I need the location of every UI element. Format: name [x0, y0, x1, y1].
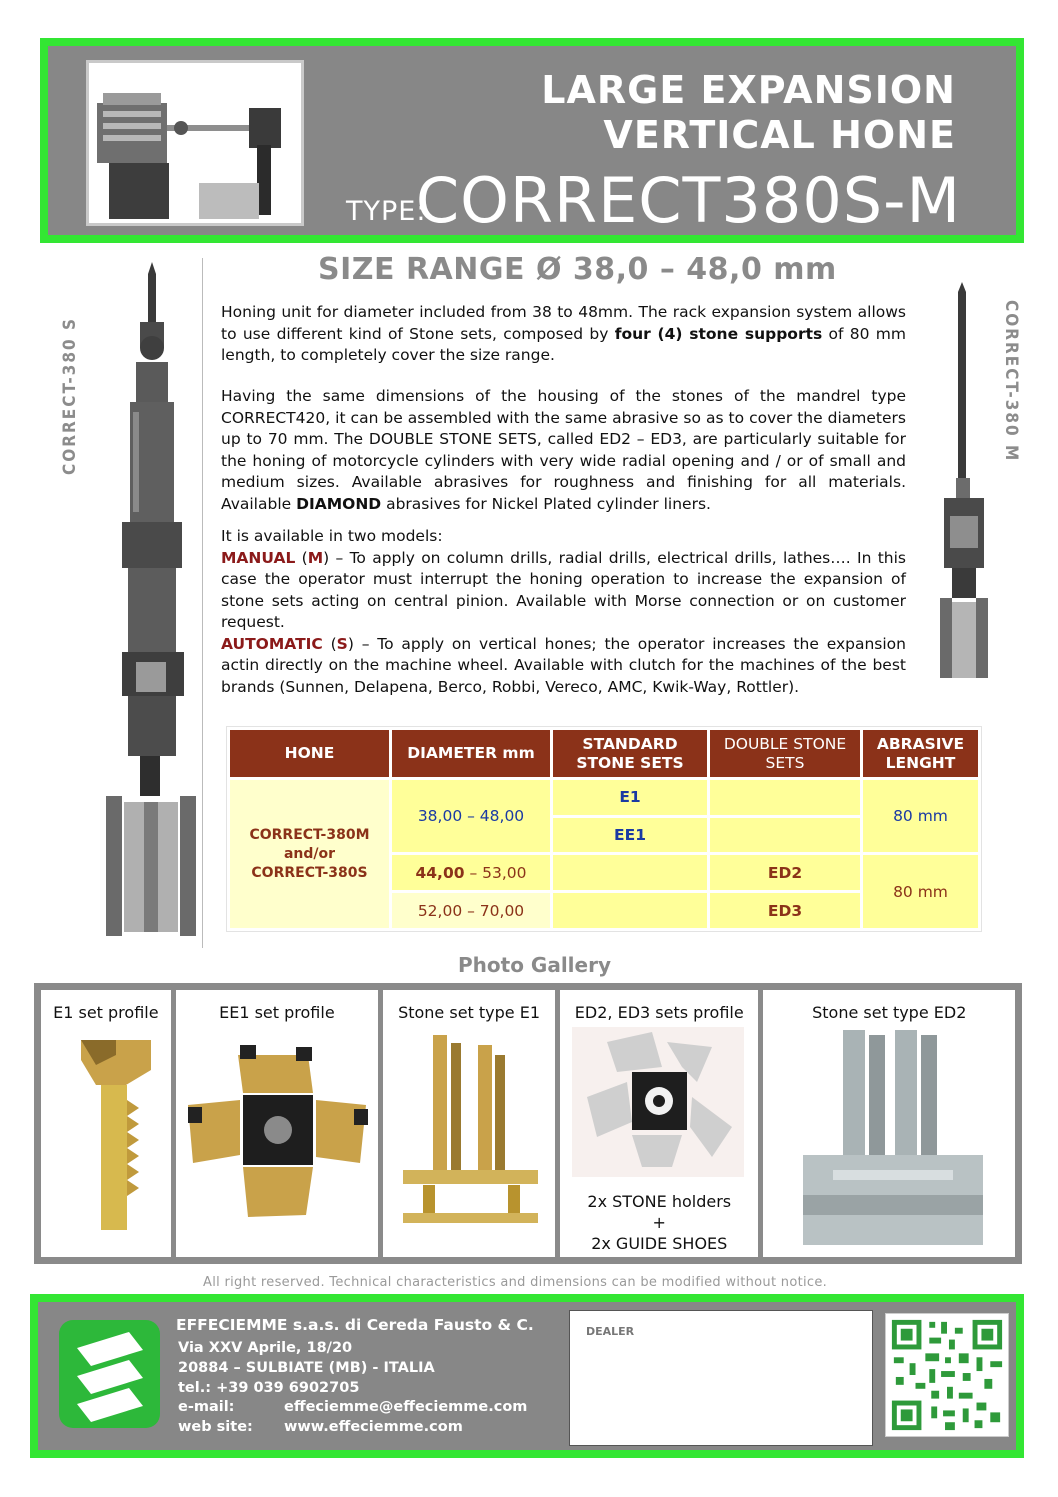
type-value: CORRECT380S-M — [415, 164, 961, 237]
hone-model-380m: CORRECT-380M — [249, 826, 370, 843]
dealer-box — [569, 1310, 873, 1446]
guide-shoes-note: 2x GUIDE SHOES — [591, 1234, 728, 1253]
footer-banner — [30, 1294, 1024, 1458]
correct-380m-tool-image — [930, 282, 998, 682]
gallery-caption: E1 set profile — [53, 1003, 159, 1022]
diameter-range-3: 52,00 – 70,00 — [392, 893, 550, 928]
gallery-item-ed2-ed3-profile — [560, 990, 758, 1257]
header-hone: HONE — [230, 730, 389, 777]
gallery-item-ed2-stone-set — [763, 990, 1015, 1257]
header-standard-stone-sets: STANDARD STONE SETS — [553, 730, 707, 777]
email-label: e-mail: — [178, 1399, 235, 1415]
gallery-caption: EE1 set profile — [219, 1003, 335, 1022]
table-row — [230, 780, 978, 815]
hone-models-cell — [230, 780, 389, 928]
abrasive-length-1: 80 mm — [863, 780, 978, 852]
para2-text-b: DIAMOND — [296, 494, 382, 513]
gallery-caption: Stone set type ED2 — [812, 1003, 967, 1022]
ed2-stone-set-image — [803, 1030, 983, 1250]
diameter-range-2 — [392, 855, 550, 890]
abrasive-length-2: 80 mm — [863, 855, 978, 928]
header-banner — [40, 38, 1024, 243]
qr-code-icon[interactable] — [885, 1313, 1009, 1437]
para1-text-a: Honing unit for diameter included from 38 to 48mm. The rack expansion system allows to use different kind of Stone sets, composed by — [221, 303, 906, 343]
compatibility-paragraph — [221, 386, 906, 515]
rights-reserved-notice: All right reserved. Technical characteristics and dimensions can be modified without notice. — [203, 1275, 828, 1290]
models-paragraph — [221, 526, 906, 698]
hone-model-and-or: and/or — [283, 845, 336, 862]
type-label: TYPE: — [346, 196, 427, 227]
manual-model-text — [221, 548, 906, 634]
ee1-profile-image — [188, 1045, 368, 1230]
double-set-empty-1 — [710, 780, 860, 815]
website-link[interactable]: www.effeciemme.com — [284, 1419, 463, 1435]
company-street: Via XXV Aprile, 18/20 — [178, 1340, 353, 1356]
hone-model-380s: CORRECT-380S — [251, 864, 368, 881]
automatic-code: S — [336, 634, 348, 653]
company-phone: tel.: +39 039 6902705 — [178, 1380, 360, 1396]
automatic-label: AUTOMATIC — [221, 634, 323, 653]
header-hone-photo — [86, 60, 304, 226]
table-header-row — [230, 730, 978, 777]
header-title-line2: VERTICAL HONE — [603, 113, 956, 157]
vertical-divider — [202, 258, 203, 948]
manual-code: M — [307, 548, 324, 567]
website-label: web site: — [178, 1419, 253, 1435]
gallery-item-e1-profile — [41, 990, 171, 1257]
manual-label: MANUAL — [221, 548, 296, 567]
automatic-model-text — [221, 634, 906, 699]
gallery-item-e1-stone-set — [383, 990, 555, 1257]
automatic-open-paren: ( — [322, 634, 337, 653]
para1-text-c: of 80 mm length, to completely cover the size range. — [221, 324, 906, 364]
models-intro: It is available in two models: — [221, 527, 443, 545]
effeciemme-logo — [59, 1320, 160, 1428]
standard-set-empty-3 — [553, 855, 707, 890]
footer-panel — [38, 1302, 1016, 1450]
company-city: 20884 – SULBIATE (MB) - ITALIA — [178, 1360, 435, 1376]
stone-sets-table — [226, 726, 982, 932]
intro-paragraph — [221, 302, 906, 367]
hone-on-engine-image — [89, 63, 301, 223]
gallery-caption: ED2, ED3 sets profile — [574, 1003, 744, 1022]
standard-set-e1: E1 — [553, 780, 707, 815]
double-set-ed3: ED3 — [710, 893, 860, 928]
dealer-label: DEALER — [586, 1325, 635, 1338]
standard-set-ee1: EE1 — [553, 818, 707, 853]
e1-profile-image — [71, 1030, 161, 1230]
company-name: EFFECIEMME s.a.s. di Cereda Fausto & C. — [176, 1316, 534, 1334]
standard-set-empty-4 — [553, 893, 707, 928]
header-diameter: DIAMETER mm — [392, 730, 550, 777]
logo-mark-icon — [59, 1320, 160, 1428]
header-double-stone-sets: DOUBLE STONE SETS — [710, 730, 860, 777]
gallery-item-ee1-profile — [176, 990, 378, 1257]
diameter-range-2-start: 44,00 — [415, 863, 465, 882]
para2-text-c: abrasives for Nickel Plated cylinder liners. — [381, 494, 711, 513]
manual-open-paren: ( — [295, 548, 308, 567]
e1-stone-set-image — [403, 1035, 538, 1225]
size-range-heading: SIZE RANGE Ø 38,0 – 48,0 mm — [318, 252, 837, 287]
correct-380s-tool-image — [100, 262, 200, 942]
manual-description: ) – To apply on column drills, radial drills, electrical drills, lathes…. In this case the operator must interrupt the honing operation to increase the expansion of stone sets acting on central pinion. Available with Morse connection or on customer request. — [221, 548, 906, 631]
double-set-ed2: ED2 — [710, 855, 860, 890]
side-label-right: CORRECT-380 M — [1001, 300, 1021, 463]
diameter-range-1: 38,00 – 48,00 — [392, 780, 550, 852]
ed2-ed3-profile-image — [572, 1027, 744, 1177]
para1-text-b: four (4) stone supports — [614, 324, 823, 343]
photo-gallery — [34, 983, 1022, 1264]
double-set-empty-2 — [710, 818, 860, 853]
header-abrasive-length: ABRASIVE LENGHT — [863, 730, 978, 777]
side-label-left: CORRECT-380 S — [60, 317, 80, 475]
automatic-description: ) – To apply on vertical hones; the operator increases the expansion actin directly on the machine wheel. Available with clutch for the machines of the best brands (Sunnen, Delapena, Berco, Robbi, Vereco, AMC, Kwik-Way, Rottler). — [221, 634, 906, 696]
email-link[interactable]: effeciemme@effeciemme.com — [284, 1399, 528, 1415]
header-panel — [48, 46, 1016, 235]
diameter-range-2-end: – 53,00 — [464, 863, 527, 882]
header-title-line1: LARGE EXPANSION — [541, 68, 956, 112]
stone-holders-note: 2x STONE holders — [587, 1192, 732, 1211]
photo-gallery-title: Photo Gallery — [458, 953, 611, 977]
plus-note: + — [652, 1213, 666, 1232]
para2-text-a: Having the same dimensions of the housing of the stones of the mandrel type CORRECT420, it can be assembled with the same abrasive so as to cover the diameters up to 70 mm. The DOUBLE STONE SETS, called ED2 – ED3, are particularly suitable for the honing of motorcycle cylinders with very wide radial opening and / or of small and medium sizes. Available abrasives for roughness and finishing for all materials. Available — [221, 387, 906, 513]
gallery-caption: Stone set type E1 — [398, 1003, 541, 1022]
